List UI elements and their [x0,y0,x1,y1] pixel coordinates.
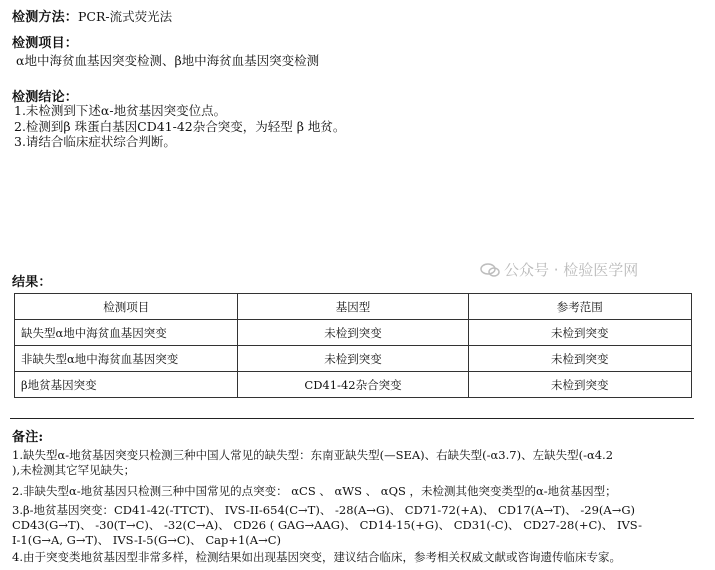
notes-divider [10,418,694,419]
results-table [14,293,692,398]
table-cell: 未检到突变 [468,320,691,346]
table-cell: 未检到突变 [468,346,691,372]
table-cell: 缺失型α地中海贫血基因突变 [15,320,238,346]
table-row [15,346,692,372]
column-header: 基因型 [238,294,468,320]
results-heading: 结果： [12,275,52,290]
note-1-line-1: 1.缺失型α-地贫基因突变只检测三种中国人常见的缺失型：东南亚缺失型(—SEA)、右缺失型(-α3.7)、左缺失型(-α4.2 [12,448,614,462]
method-label: 检测方法： [12,10,79,25]
column-header: 检测项目 [15,294,238,320]
watermark [480,259,638,280]
notes-heading: 备注: [12,430,44,445]
note-4: 4.由于突变类地贫基因型非常多样，检测结果如出现基因突变，建议结合临床，参考相关权威文献或咨询遗传临床专家。 [12,550,621,564]
note-2: 2.非缺失型α-地贫基因只检测三种中国常见的点突变： αCS 、 αWS 、 αQS ，未检测其他突变类型的α-地贫基因型； [12,484,617,498]
table-cell: 未检到突变 [238,346,468,372]
items-text: α地中海贫血基因突变检测、β地中海贫血基因突变检测 [16,53,320,68]
method-value: PCR-流式荧光法 [78,9,173,24]
table-header-row [15,294,692,320]
conclusion-item: 3.请结合临床症状综合判断。 [14,134,176,149]
table-cell: CD41-42杂合突变 [238,372,468,398]
table-row [15,320,692,346]
note-3-line-3: I-1(G→A, G→T)、 IVS-I-5(G→C)、 Cap+1(A→C) [12,533,282,547]
watermark-text: 公众号 · 检验医学网 [504,261,639,279]
conclusion-item: 2.检测到β 珠蛋白基因CD41-42杂合突变，为轻型 β 地贫。 [14,119,346,134]
conclusion-heading: 检测结论： [12,90,79,105]
method-line [12,6,172,25]
column-header: 参考范围 [468,294,691,320]
note-3-line-2: CD43(G→T)、 -30(T→C)、 -32(C→A)、 CD26 ( GAG→AAG)、 CD14-15(+G)、 CD31(-C)、 CD27-28(+C)、 IVS- [12,518,642,532]
table-cell: 未检到突变 [468,372,691,398]
conclusion-item: 1.未检测到下述α-地贫基因突变位点。 [14,103,227,118]
table-row [15,372,692,398]
items-heading: 检测项目： [12,36,79,51]
note-3-line-1: 3.β-地贫基因突变：CD41-42(-TTCT)、 IVS-II-654(C→T)、 -28(A→G)、 CD71-72(+A)、 CD17(A→T)、 -29(A→G) [12,503,636,517]
note-1-line-2: ),未检测其它罕见缺失； [12,463,136,477]
table-cell: 未检到突变 [238,320,468,346]
wechat-icon [480,263,500,277]
table-cell: β地贫基因突变 [15,372,238,398]
table-cell: 非缺失型α地中海贫血基因突变 [15,346,238,372]
